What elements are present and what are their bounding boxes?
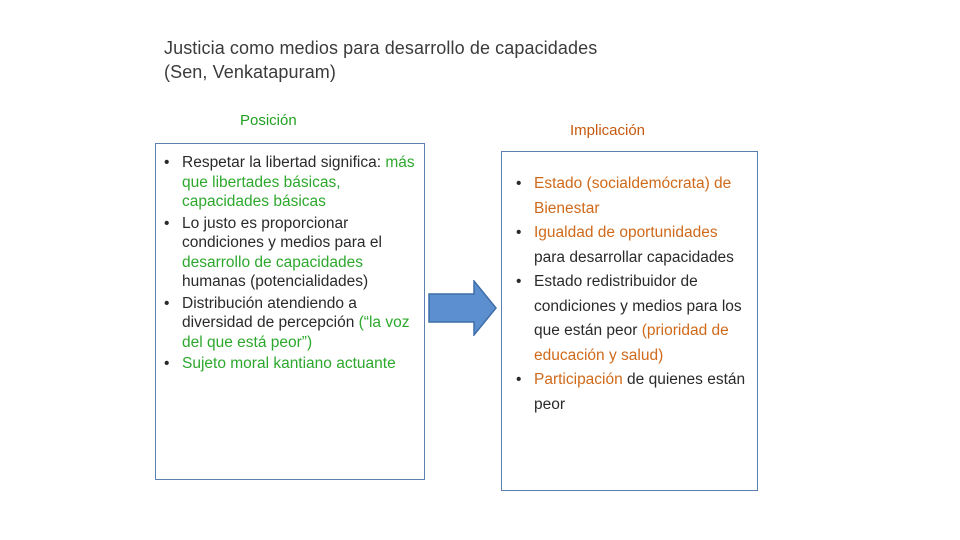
item-highlight: Sujeto moral kantiano actuante <box>182 355 396 372</box>
position-item <box>164 214 419 292</box>
item-highlight: Participación <box>534 371 623 388</box>
item-text: Lo justo es proporcionar condiciones y medios para el <box>182 214 382 251</box>
bullet: • <box>516 224 522 241</box>
item-highlight: Estado (socialdemócrata) de Bienestar <box>534 175 732 217</box>
title-line-2: (Sen, Venkatapuram) <box>164 62 336 82</box>
right-arrow-icon <box>428 280 498 336</box>
item-highlight: desarrollo de capacidades <box>182 253 363 271</box>
position-heading: Posición <box>240 112 297 129</box>
bullet: • <box>164 154 170 171</box>
implication-item <box>516 172 752 221</box>
item-highlight: más que libertades básicas, capacidades básicas <box>182 154 415 210</box>
item-text-end: de quienes están peor <box>534 371 746 413</box>
bullet: • <box>516 175 522 192</box>
item-text: Estado redistribuidor de condiciones y medios para los que están peor <box>534 273 742 339</box>
title-line-1: Justicia como medios para desarrollo de capacidades <box>164 38 598 58</box>
item-highlight: (prioridad de educación y salud) <box>534 322 729 364</box>
implication-list <box>516 172 752 417</box>
item-text-end: para desarrollar capacidades <box>534 248 734 266</box>
item-text: Distribución atendiendo a diversidad de percepción <box>182 294 359 331</box>
position-item <box>164 294 419 353</box>
item-text-end: humanas (potencialidades) <box>182 273 369 290</box>
position-item <box>164 153 419 212</box>
bullet: • <box>164 214 170 232</box>
implication-heading: Implicación <box>570 122 646 139</box>
implication-item <box>516 368 752 417</box>
position-item <box>164 354 419 374</box>
item-text: Respetar la libertad significa: <box>182 154 386 171</box>
bullet: • <box>164 355 170 372</box>
implication-item <box>516 270 752 368</box>
item-highlight: (“la voz del que está peor”) <box>182 314 410 351</box>
slide-title <box>164 36 724 84</box>
item-highlight: Igualdad de oportunidades <box>534 224 718 241</box>
arrow-shape <box>429 281 496 335</box>
bullet: • <box>516 273 522 290</box>
implication-item <box>516 221 752 270</box>
bullet: • <box>516 371 522 388</box>
position-list <box>164 153 419 376</box>
bullet: • <box>164 294 170 312</box>
